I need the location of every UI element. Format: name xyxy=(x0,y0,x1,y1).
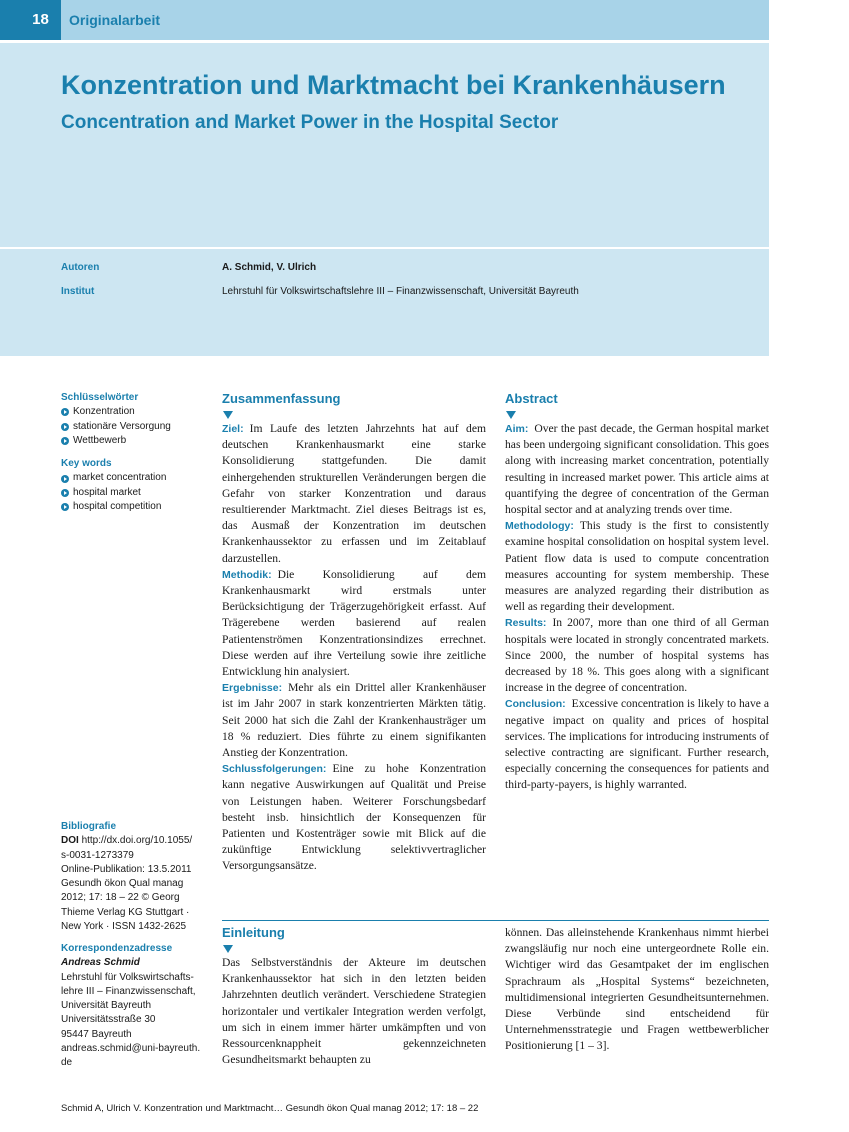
zusammenfassung-column xyxy=(222,391,486,875)
abstract-column xyxy=(505,391,769,794)
abstract-paragraph: Aim: Over the past decade, the German hospital market has been undergoing significant consolidation. This goes along with increasing market concentration, potentially resulting in increased market power. This article aims at quantifying the degree of concentration of the German hospital sector and at analyzing trends over time. xyxy=(505,422,769,517)
triangle-marker-icon xyxy=(223,945,233,953)
title-english: Concentration and Market Power in the Hospital Sector xyxy=(61,112,559,133)
body-paragraph: können. Das alleinstehende Krankenhaus nimmt hierbei zwangsläufig nur noch eine untergeordnete Rolle ein. Wichtiger wird das Gesamtpaket der im englischen Sprachraum als „Hospital Systems“ bezeichneten, multidimensional integrierten Gesundheitsunternehmen. Diese Verbünde sind entscheidend für Unternehmensstrategie und Fragen wettbewerblicher Positionierung [1 – 3]. xyxy=(505,926,769,1053)
arrow-bullet-icon xyxy=(61,503,69,511)
keyword-item: Konzentration xyxy=(61,405,206,419)
triangle-marker-icon xyxy=(223,411,233,419)
abstract-paragraph: Ergebnisse: Mehr als ein Drittel aller Krankenhäuser ist im Jahr 2007 in stark konzentrierten Märkten tätig. Seit 2000 hat sich die Zahl der Krankenhausträger um 18 % reduziert. Dies führte zu einem signifikanten Anstieg der Konzentration. xyxy=(222,681,486,760)
authors: A. Schmid, V. Ulrich xyxy=(222,262,317,273)
page-number: 18 xyxy=(0,0,61,40)
einleitung-column-right xyxy=(505,925,769,1055)
arrow-bullet-icon xyxy=(61,489,69,497)
section-tag: Originalarbeit xyxy=(69,12,161,28)
keyword-item: hospital competition xyxy=(61,500,206,514)
email-link[interactable]: andreas.schmid@uni-bayreuth. xyxy=(61,1043,201,1055)
meta-band xyxy=(0,249,769,356)
authors-label: Autoren xyxy=(61,262,100,273)
body-paragraph: Das Selbstverständnis der Akteure im deutschen Krankenhaussektor hat sich in den letzten beiden Jahrzehnten deutlich verändert. Verschiedene Strategien horizontaler und vertikaler Integration werden verfolgt, um sich in einem immer härter umkämpften und von Ressourcenknappheit gekennzeichneten Gesundheitsmarkt behaupten zu xyxy=(222,956,486,1067)
correspondence-heading: Korrespondenzadresse xyxy=(61,943,173,954)
correspondence-name: Andreas Schmid xyxy=(61,957,140,969)
correspondence-address: Korrespondenzadresse Andreas Schmid Lehrstuhl für Volkswirtschafts- lehre III – Finanzwissenschaft, Universität Bayreuth Universitätsstraße 30 95447 Bayreuth andreas.schmid@uni-bayreuth. de xyxy=(61,942,206,1071)
abstract-paragraph: Schlussfolgerungen: Eine zu hohe Konzentration kann negative Auswirkungen auf Qualität und Preise von Leistungen haben. Weiterer Forschungsbedarf besteht insb. hinsichtlich der Konsequenzen für Patienten und Kostenträger sowie mit Blick auf die zukünftige Entwicklung selektivvertraglicher Versorgungsansätze. xyxy=(222,762,486,873)
arrow-bullet-icon xyxy=(61,408,69,416)
zusammenfassung-heading: Zusammenfassung xyxy=(222,391,341,406)
keywords-en-heading: Key words xyxy=(61,458,112,470)
keyword-item: market concentration xyxy=(61,471,206,485)
arrow-bullet-icon xyxy=(61,475,69,483)
triangle-marker-icon xyxy=(506,411,516,419)
abstract-heading: Abstract xyxy=(505,391,558,406)
keyword-item: Wettbewerb xyxy=(61,434,206,448)
keyword-item: stationäre Versorgung xyxy=(61,420,206,434)
abstract-paragraph: Results: In 2007, more than one third of all German hospitals were located in strongly concentrated markets. Since 2000, the number of hospital systems has decreased by 18 %. This goes along with a significant increase in the degree of concentration. xyxy=(505,616,769,695)
einleitung-heading: Einleitung xyxy=(222,925,285,940)
abstract-paragraph: Methodik: Die Konsolidierung auf dem Krankenhausmarkt wird erstmals unter Berücksichtigung der Trägerzugehörigkeit erfasst. Auf Trägerebene werden basierend auf realen Patientenströmen Konzentrationsindizes errechnet. Diese werden auf ihre Verteilung sowie ihre zeitliche Entwicklung hin analysiert. xyxy=(222,567,486,679)
keyword-item: hospital market xyxy=(61,486,206,500)
abstract-paragraph: Methodology: This study is the first to consistently examine hospital consolidation on hospital system level. Patient flow data is used to compute concentration measures accounting for system membership. These measures are analyzed regarding their distribution as well as regarding their development. xyxy=(505,519,769,614)
arrow-bullet-icon xyxy=(61,437,69,445)
abstract-paragraph: Conclusion: Excessive concentration is likely to have a negative impact on quality and prices of hospital services. The implications for introducing instruments of selective contracting are significant. Further research, especially concerning the consequences for patients and third-party-payers, is highly warranted. xyxy=(505,697,769,792)
bibliography-heading: Bibliografie xyxy=(61,821,117,832)
section-divider xyxy=(222,920,769,921)
doi-line: DOI http://dx.doi.org/10.1055/ xyxy=(61,835,193,847)
doi-link[interactable]: http://dx.doi.org/10.1055/ xyxy=(81,835,193,847)
title-german: Konzentration und Marktmacht bei Krankenhäusern xyxy=(61,70,726,100)
einleitung-column-left xyxy=(222,925,486,1068)
institute-label: Institut xyxy=(61,286,95,297)
citation-footer: Schmid A, Ulrich V. Konzentration und Marktmacht… Gesundh ökon Qual manag 2012; 17: 18 – 22 xyxy=(61,1103,479,1114)
arrow-bullet-icon xyxy=(61,423,69,431)
keywords-de-heading: Schlüsselwörter xyxy=(61,392,139,403)
institute: Lehrstuhl für Volkswirtschaftslehre III – Finanzwissenschaft, Universität Bayreuth xyxy=(222,286,579,297)
abstract-paragraph: Ziel: Im Laufe des letzten Jahrzehnts hat auf dem deutschen Krankenhausmarkt eine starke Konsolidierung stattgefunden. Die damit einhergehenden strukturellen Veränderungen bergen die Gefahr von starker Konzentration und daraus resultierender Marktmacht. Ziel dieses Beitrags ist es, das Ausmaß der Konzentration im deutschen Krankenhaussektor zu erfassen und im Zeitablauf darzustellen. xyxy=(222,422,486,565)
bibliography: Bibliografie DOI http://dx.doi.org/10.1055/ s-0031-1273379 Online-Publikation: 13.5.2011 Gesundh ökon Qual manag 2012; 17: 18 – 22 © Georg Thieme Verlag KG Stuttgart · New York · ISSN 1432-2625 xyxy=(61,820,206,934)
keywords-sidebar xyxy=(61,391,206,514)
